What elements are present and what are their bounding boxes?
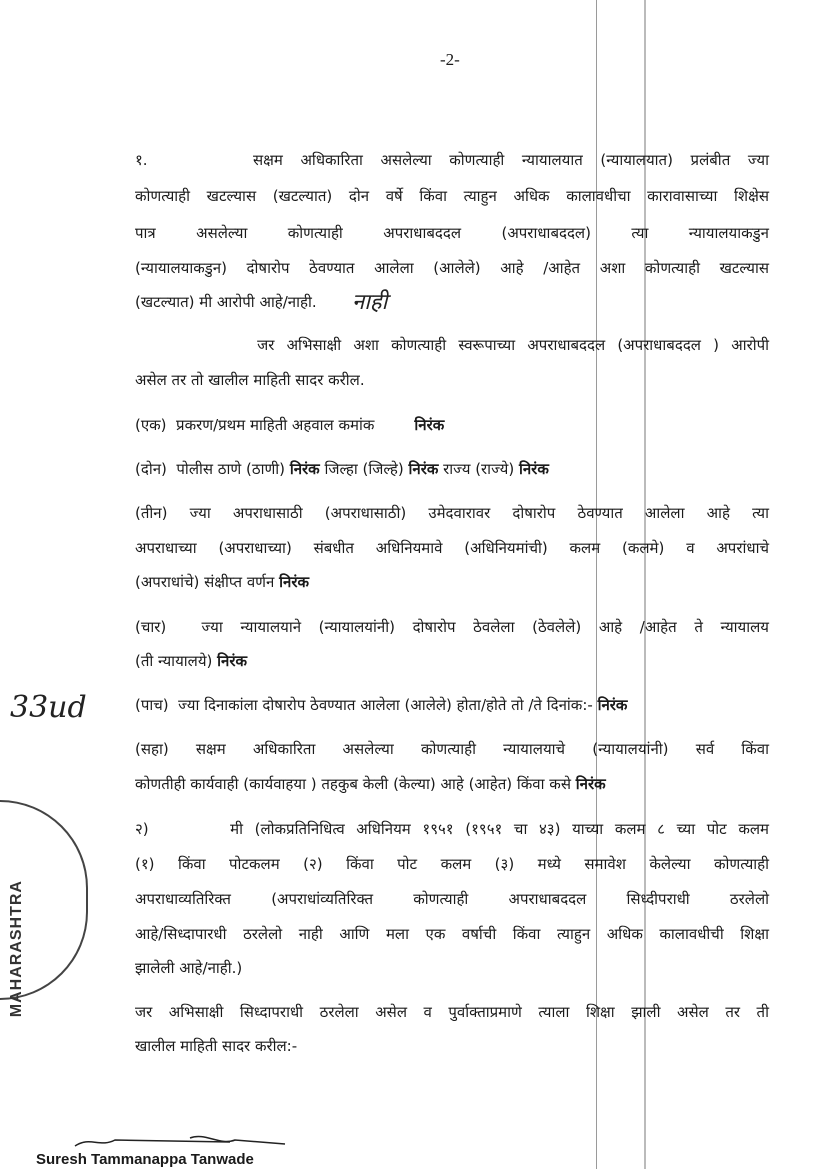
text-line [135, 651, 769, 671]
text-segment: अपराधाव्यतिरिक्त (अपराधांव्यतिरिक्त कोणत्याही अपराधाबददल सिध्दीपराधी ठरलेलो [135, 890, 769, 908]
text-segment: (न्यायालयाकडुन) दोषारोप ठेवण्यात आलेला (आलेले) आहे /आहेत अशा कोणत्याही खटल्यास [135, 259, 769, 277]
text-line [135, 1036, 769, 1056]
nil-value: निरंक [414, 416, 445, 434]
text-segment: कोणतीही कार्यवाही (कार्यवाहया ) तहकुब केली (केल्या) आहे (आहेत) किंवा कसे [135, 775, 576, 793]
text-segment: जर अभिसाक्षी सिध्दापराधी ठरलेला असेल व पुर्वाक्ताप्रमाणे त्याला शिक्षा झाली असेल तर ती [135, 1003, 769, 1021]
text-segment: (अपराधांचे) संक्षीप्त वर्णन [135, 573, 280, 591]
text-segment: १. सक्षम अधिकारिता असलेल्या कोणत्याही न्यायालयात (न्यायालयात) प्रलंबीत ज्या [135, 151, 769, 169]
text-line [135, 258, 769, 278]
text-line [135, 958, 769, 978]
text-line [135, 335, 769, 355]
text-line [135, 924, 769, 944]
margin-initials: 33ud [10, 690, 87, 725]
text-line [135, 695, 769, 715]
text-line [135, 415, 769, 435]
text-line [135, 774, 769, 794]
text-segment: (चार) ज्या न्यायालयाने (न्यायालयांनी) दोषारोप ठेवलेला (ठेवलेले) आहे /आहेत ते न्यायालय [135, 618, 769, 636]
text-line [135, 854, 769, 874]
text-segment: (सहा) सक्षम अधिकारिता असलेल्या कोणत्याही न्यायालयाचे (न्यायालयांनी) सर्व किंवा [135, 740, 769, 758]
text-segment: (पाच) ज्या दिनाकांला दोषारोप ठेवण्यात आलेला (आलेले) होता/होते तो /ते दिनांक:- [135, 696, 598, 714]
handwritten-answer: नाही [352, 290, 388, 315]
text-line [135, 503, 769, 523]
text-line [135, 459, 769, 479]
text-line [135, 538, 769, 558]
nil-value: निरंक [217, 652, 248, 670]
text-line [135, 819, 769, 839]
text-segment: असेल तर तो खालील माहिती सादर करील. [135, 371, 365, 389]
text-segment: (दोन) पोलीस ठाणे (ठाणी) [135, 460, 290, 478]
text-segment: (तीन) ज्या अपराधासाठी (अपराधासाठी) उमेदवारावर दोषारोप ठेवण्यात आलेला आहे त्या [135, 504, 769, 522]
page-number: -2- [440, 50, 460, 69]
text-line [135, 223, 769, 243]
text-line [135, 292, 769, 312]
nil-value: निरंक [408, 460, 439, 478]
text-segment: (१) किंवा पोटकलम (२) किंवा पोट कलम (३) मध्ये समावेश केलेल्या कोणत्याही [135, 855, 769, 873]
text-segment: जिल्हा (जिल्हे) [319, 460, 409, 478]
text-segment: (खटल्यात) मी आरोपी आहे/नाही. [135, 293, 317, 311]
text-line [135, 617, 769, 637]
text-segment: (एक) प्रकरण/प्रथम माहिती अहवाल कमांक [135, 416, 375, 434]
text-segment: आहे/सिध्दापारधी ठरलेलो नाही आणि मला एक वर्षाची किंवा त्याहुन अधिक कालावधीची शिक्षा [135, 925, 769, 943]
text-line [135, 1002, 769, 1022]
text-line [135, 739, 769, 759]
signatory-name: Suresh Tammanappa Tanwade [36, 1151, 254, 1168]
text-segment: (ती न्यायालये) [135, 652, 218, 670]
text-segment: अपराधाच्या (अपराधाच्या) संबधीत अधिनियमावे (अधिनियमांची) कलम (कलमे) व अपरांधाचे [135, 539, 769, 557]
text-line [135, 370, 769, 390]
text-segment: जर अभिसाक्षी अशा कोणत्याही स्वरूपाच्या अपराधाबददल (अपराधाबददल ) आरोपी [135, 336, 769, 354]
nil-value: निरंक [575, 775, 606, 793]
text-segment: राज्य (राज्ये) [438, 460, 519, 478]
stamp-text: MAHARASHTRA [8, 880, 25, 1018]
nil-value: निरंक [289, 460, 320, 478]
text-line [135, 186, 769, 206]
text-segment: कोणत्याही खटल्यास (खटल्यात) दोन वर्षे किंवा त्याहुन अधिक कालावधीचा कारावासाच्या शिक्षेस [135, 187, 769, 205]
nil-value: निरंक [518, 460, 549, 478]
text-line [135, 572, 769, 592]
text-segment: खालील माहिती सादर करील:- [135, 1037, 298, 1055]
text-segment: झालेली आहे/नाही.) [135, 959, 243, 977]
nil-value: निरंक [279, 573, 309, 591]
text-segment: पात्र असलेल्या कोणत्याही अपराधाबददल (अपराधाबददल) त्या न्यायालयाकडुन [135, 224, 769, 242]
nil-value: निरंक [597, 696, 628, 714]
text-line [135, 150, 769, 170]
text-segment: २) मी (लोकप्रतिनिधित्व अधिनियम १९५१ (१९५१ चा ४३) याच्या कलम ८ च्या पोट कलम [135, 820, 769, 838]
text-line [135, 889, 769, 909]
